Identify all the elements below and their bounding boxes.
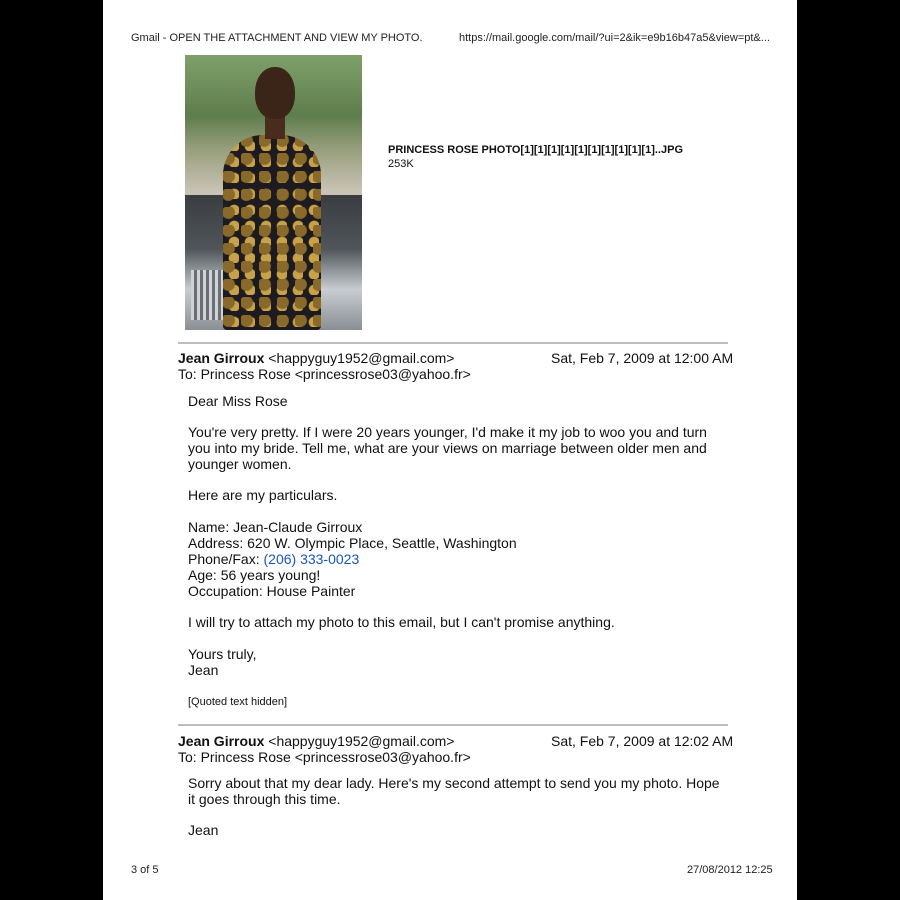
message-1-closing: Yours truly,: [188, 646, 257, 662]
printed-page: [103, 0, 797, 900]
particulars-occupation: Occupation: House Painter: [188, 583, 356, 599]
attachment-size: 253K: [388, 158, 414, 170]
message-1-para2: Here are my particulars.: [188, 487, 338, 503]
particulars-address: Address: 620 W. Olympic Place, Seattle, Washington: [188, 535, 517, 551]
particulars-name: Name: Jean-Claude Girroux: [188, 519, 363, 535]
message-1-recipient: To: Princess Rose <princessrose03@yahoo.fr>: [178, 366, 471, 382]
message-2-sender: [178, 733, 454, 749]
message-2-signature: Jean: [188, 822, 219, 838]
sender-name: Jean Girroux: [178, 733, 265, 749]
sender-email: <happyguy1952@gmail.com>: [268, 733, 455, 749]
phone-label: Phone/Fax:: [188, 551, 264, 567]
message-2-date: Sat, Feb 7, 2009 at 12:02 AM: [551, 733, 734, 749]
message-1-date: Sat, Feb 7, 2009 at 12:00 AM: [551, 350, 734, 366]
message-1-para3: I will try to attach my photo to this email, but I can't promise anything.: [188, 614, 615, 630]
print-footer-datetime: 27/08/2012 12:25: [687, 864, 773, 876]
phone-link[interactable]: (206) 333-0023: [263, 551, 360, 567]
message-1-para1-line2: you into my bride. Tell me, what are your views on marriage between older men and: [188, 440, 707, 456]
message-divider: [178, 724, 728, 726]
quoted-text-hidden[interactable]: [Quoted text hidden]: [188, 696, 288, 708]
particulars-phone: [188, 551, 359, 567]
message-2-line1: Sorry about that my dear lady. Here's my second attempt to send you my photo. Hope: [188, 775, 720, 791]
message-1-para1-line1: You're very pretty. If I were 20 years younger, I'd make it my job to woo you and turn: [188, 424, 707, 440]
message-1-sender: [178, 350, 454, 366]
attachment-filename[interactable]: PRINCESS ROSE PHOTO[1][1][1][1][1][1][1][1][1][1]..JPG: [388, 144, 683, 156]
message-1-para1-line3: younger women.: [188, 456, 292, 472]
print-footer-page: 3 of 5: [131, 864, 159, 876]
print-header-title: Gmail - OPEN THE ATTACHMENT AND VIEW MY PHOTO.: [131, 32, 423, 44]
print-header-url: https://mail.google.com/mail/?ui=2&ik=e9b16b47a5&view=pt&...: [459, 32, 770, 44]
message-1-signature: Jean: [188, 662, 219, 678]
attachment-photo[interactable]: [185, 55, 362, 330]
message-divider: [178, 342, 728, 344]
photo-dress-shape: [223, 135, 321, 330]
photo-head-shape: [255, 67, 295, 119]
sender-email: <happyguy1952@gmail.com>: [268, 350, 455, 366]
particulars-age: Age: 56 years young!: [188, 567, 321, 583]
sender-name: Jean Girroux: [178, 350, 265, 366]
message-2-line2: it goes through this time.: [188, 791, 341, 807]
message-1-greeting: Dear Miss Rose: [188, 393, 288, 409]
message-2-recipient: To: Princess Rose <princessrose03@yahoo.fr>: [178, 749, 471, 765]
